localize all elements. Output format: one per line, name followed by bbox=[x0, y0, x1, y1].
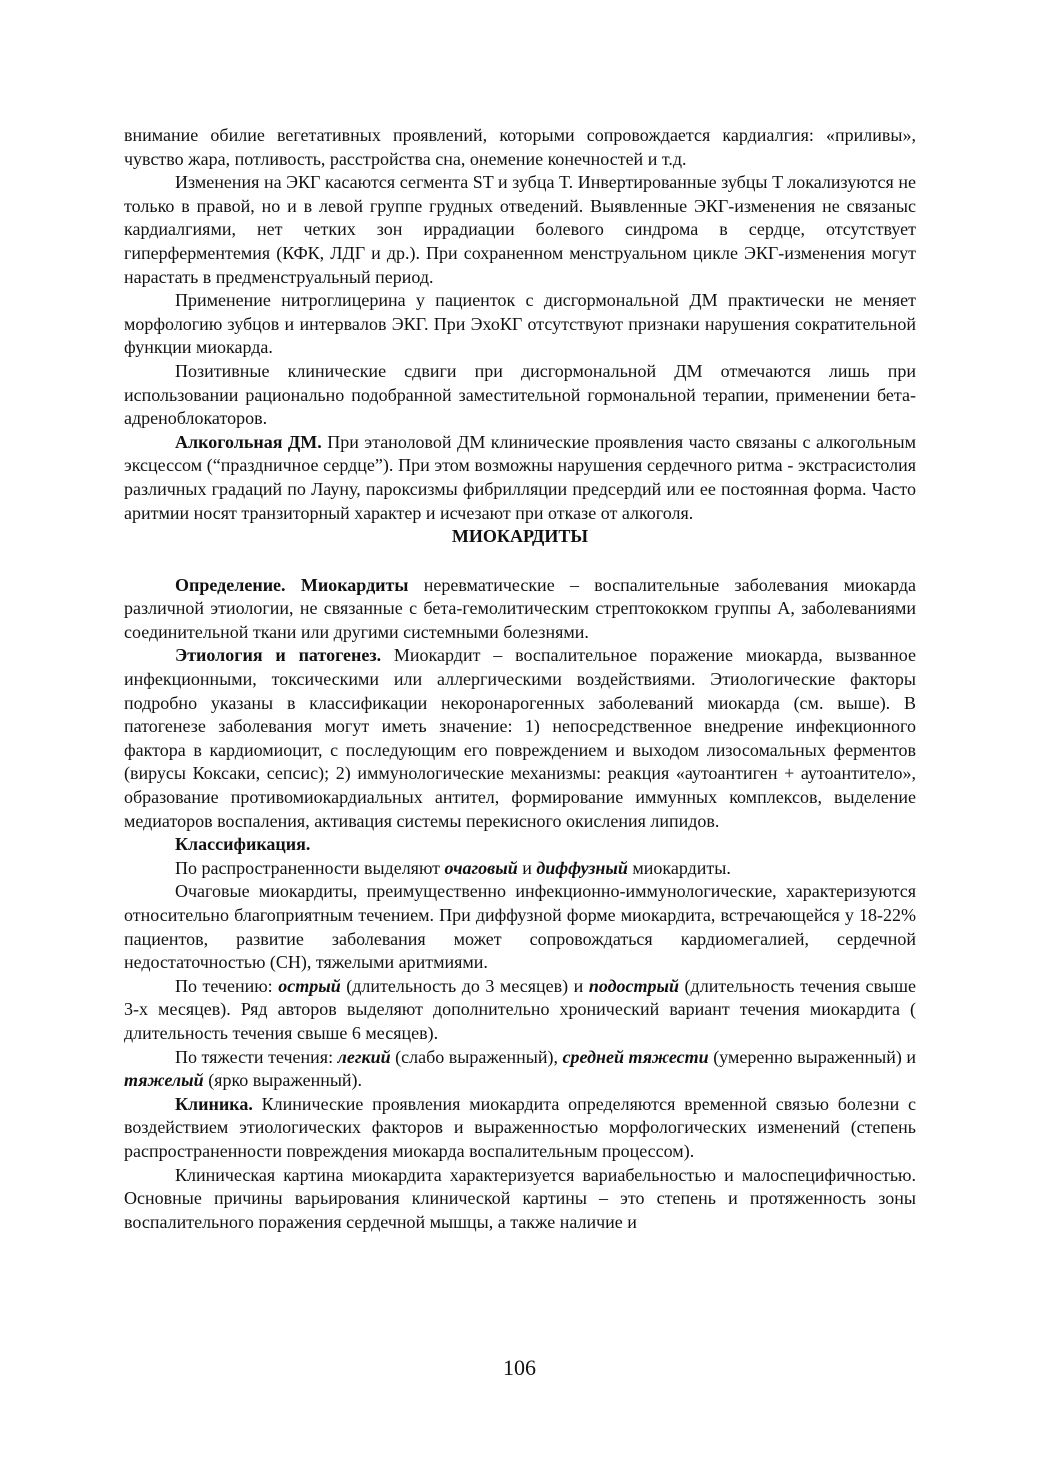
text-run: миокардиты. bbox=[627, 857, 731, 878]
paragraph-lead: Клиника. bbox=[175, 1093, 253, 1114]
paragraph-etiology bbox=[124, 644, 916, 833]
term-subacute: подострый bbox=[588, 975, 680, 996]
paragraph-therapy: Позитивные клинические сдвиги при дисгормональной ДМ отмечаются лишь при использовании рационально подобранной заместительной гормональной терапии, применении бета-адреноблокаторов. bbox=[124, 360, 916, 429]
paragraph-text: Клинические проявления миокардита определяются временной связью болезни с воздействием этиологических факторов и выраженностью морфологических изменений (степень распространенности повреждения миокарда воспалительным процессом). bbox=[124, 1093, 916, 1161]
paragraph-focal: Очаговые миокардиты, преимущественно инфекционно-иммунологические, характеризуются относительно благоприятным течением. При диффузной форме миокардита, встречающейся у 18-22% пациентов, развитие заболевания может сопровождаться кардиомегалией, сердечной недостаточностью (СН), тяжелыми аритмиями. bbox=[124, 881, 916, 973]
paragraph-definition bbox=[124, 574, 916, 645]
page-body bbox=[124, 124, 916, 1234]
text-run: (ярко выраженный). bbox=[203, 1070, 363, 1091]
paragraph-lead: Этиология и патогенез. bbox=[175, 645, 382, 666]
text-run: По распространенности выделяют bbox=[175, 857, 445, 878]
paragraph-text: При этаноловой ДМ клинические проявления часто связаны с алкогольным эксцессом (“праздничное сердце”). При этом возможны нарушения сердечного ритма - экстрасистолия различных градаций по Лауну, пароксизмы фибрилляции предсердий или ее постоянная форма. Часто аритмии носят транзиторный характер и исчезают при отказе от алкоголя. bbox=[124, 431, 916, 523]
paragraph-ecg-changes: Изменения на ЭКГ касаются сегмента ST и зубца T. Инвертированные зубцы T локализуются не только в правой, но и в левой группе грудных отведений. Выявленные ЭКГ-изменения не связаныс кардиалгиями, нет четких зон иррадиации болевого синдрома в сердце, отсутствует гиперферментемия (КФК, ЛДГ и др.). При сохраненном менструальном цикле ЭКГ-изменения могут нарастать в предменструальный период. bbox=[124, 172, 916, 287]
term-mild: легкий bbox=[337, 1046, 391, 1067]
text-run: и bbox=[517, 857, 537, 878]
paragraph-clinical-picture: Клиническая картина миокардита характеризуется вариабельностью и малоспецифичностью. Основные причины варьирования клинической картины – это степень и протяженность зоны воспалительного поражения сердечной мышцы, а также наличие и bbox=[124, 1164, 916, 1232]
term-moderate: средней тяжести bbox=[562, 1046, 709, 1067]
text-run: (слабо выраженный), bbox=[390, 1046, 563, 1067]
text-run: По тяжести течения: bbox=[175, 1046, 338, 1067]
paragraph-text: Миокардит – воспалительное поражение миокарда, вызванное инфекционными, токсическими или аллергическими воздействиями. Этиологические факторы подробно указаны в классификации некоронарогенных заболеваний миокарда (см. выше). В патогенезе заболевания могут иметь значение: 1) непосредственное внедрение инфекционного фактора в кардиомиоцит, с последующим его повреждением и выходом лизосомальных ферментов (вирусы Коксаки, сепсис); 2) иммунологические механизмы: реакция «аутоантиген + аутоантитело», образование противомиокардиальных антител, формирование иммунных комплексов, выделение медиаторов воспаления, активация системы перекисного окисления липидов. bbox=[124, 645, 917, 831]
paragraph-spread bbox=[124, 857, 916, 881]
term-diffuse: диффузный bbox=[536, 857, 628, 878]
text-run: (длительность течения свыше 3-х месяцев). Ряд авторов выделяют дополнительно хронический вариант течения миокардита ( длительность течения свыше 6 месяцев). bbox=[124, 975, 916, 1043]
paragraph-course bbox=[124, 975, 916, 1046]
paragraph-clinic bbox=[124, 1093, 916, 1164]
section-title: МИОКАРДИТЫ bbox=[451, 526, 589, 547]
text-run: (длительность до 3 месяцев) и bbox=[340, 975, 589, 996]
paragraph-continued: внимание обилие вегетативных проявлений, которыми сопровождается кардиалгия: «приливы», чувство жара, потливость, расстройства сна, онемение конечностей и т.д. bbox=[124, 125, 916, 169]
paragraph-nitroglycerin: Применение нитроглицерина у пациенток с дисгормональной ДМ практически не меняет морфологию зубцов и интервалов ЭКГ. При ЭхоКГ отсутствуют признаки нарушения сократительной функции миокарда. bbox=[124, 290, 916, 358]
paragraph-severity bbox=[124, 1046, 916, 1093]
paragraph-alcoholic-dm bbox=[124, 431, 916, 525]
paragraph-lead: Алкогольная ДМ. bbox=[175, 431, 322, 452]
term-severe: тяжелый bbox=[124, 1070, 204, 1091]
subheading-classification: Классификация. bbox=[175, 834, 311, 855]
term-focal: очаговый bbox=[444, 857, 518, 878]
paragraph-lead: Определение. Миокардиты bbox=[175, 574, 409, 595]
page-number: 106 bbox=[503, 1355, 536, 1380]
text-run: По течению: bbox=[175, 975, 279, 996]
text-run: (умеренно выраженный) и bbox=[708, 1046, 917, 1067]
paragraph-text: неревматические – воспалительные заболевания миокарда различной этиологии, не связанные с бета-гемолитическим стрептококком группы А, заболеваниями соединительной ткани или другими системными болезнями. bbox=[124, 574, 916, 642]
term-acute: острый bbox=[278, 975, 341, 996]
